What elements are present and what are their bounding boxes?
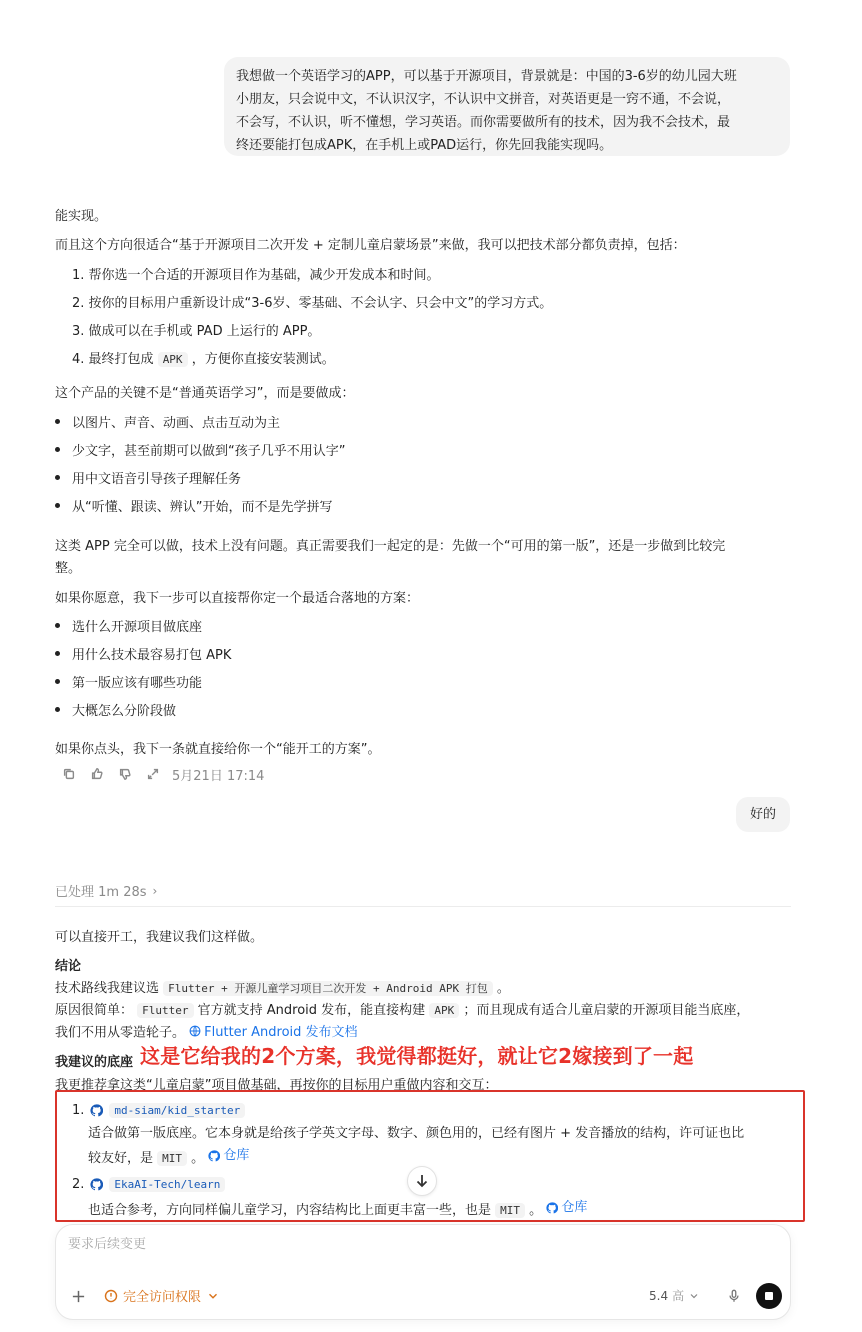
bullet-dot [55,707,60,712]
stop-button[interactable] [756,1283,782,1309]
bullet-dot [55,679,60,684]
user-message-line: 不会写，不认识，听不懂想，学习英语。而你需要做所有的技术，因为我不会技术，最 [236,115,731,130]
assistant-text-part: ；而且现成有适合儿童启蒙的开源项目能当底座， [463,1003,750,1018]
numbered-item [72,348,335,367]
bullet-dot [55,503,60,508]
list-index: 2. [72,1177,85,1192]
inline-code: APK [158,352,188,367]
user-message-line: 小朋友，只会说中文，不认识汉字，不认识中文拼音，对英语更是一窍不通，不会说， [236,92,731,107]
list-index: 1. [72,1103,85,1118]
microphone-button[interactable] [724,1286,744,1306]
repo-description-part: 。 [529,1203,543,1218]
access-permission-dropdown[interactable] [104,1286,220,1305]
message-timestamp: 5月21日 17:14 [172,768,265,784]
processed-label: 已处理 1m 28s [55,885,147,900]
globe-icon [189,1025,201,1037]
repo-description-line: 适合做第一版底座。它本身就是给孩子学英文字母、数字、颜色用的，已经有图片 + 发音播放的结构，许可证也比 [88,1126,745,1141]
composer [55,1224,791,1320]
access-permission-label: 完全访问权限 [123,1290,202,1305]
assistant-text-part: 我们不用从零造轮子。 [55,1025,186,1041]
assistant-text: 如果你愿意，我下一步可以直接帮你定一个最适合落地的方案： [55,591,420,606]
thumbs-down-icon[interactable] [116,765,134,783]
bullet-item: 用中文语音引导孩子理解任务 [72,472,242,487]
numbered-item: 2. 按你的目标用户重新设计成“3-6岁、零基础、不会认字、只会中文”的学习方式。 [72,296,553,311]
doc-link-label: Flutter Android 发布文档 [204,1025,358,1040]
github-icon [546,1202,558,1214]
repo-link[interactable]: md-siam/kid_starter [109,1103,245,1118]
numbered-item-text: 4. 最终打包成 [72,352,154,367]
doc-link[interactable] [189,1021,357,1040]
bullet-dot [55,447,60,452]
repo-description [88,1123,744,1170]
assistant-text-part: 原因很简单： [55,1003,134,1018]
github-icon [90,1178,103,1191]
warning-circle-icon [104,1289,118,1303]
repo-source-label: 仓库 [223,1148,250,1163]
repo-description-part: 较友好，是 [88,1151,154,1166]
repo-description [88,1197,587,1222]
assistant-text: 我更推荐拿这类“儿童启蒙”项目做基础，再按你的目标用户重做内容和交互： [55,1078,498,1093]
section-heading: 我建议的底座 [55,1055,134,1070]
plus-icon [71,1289,86,1304]
user-message-line: 我想做一个英语学习的APP，可以基于开源项目，背景就是：中国的3-6岁的幼儿园大班 [236,69,737,84]
add-attachment-button[interactable] [68,1286,88,1306]
repo-item-title [72,1177,225,1192]
assistant-text-part: 官方就支持 Android 发布，能直接构建 [197,1003,426,1018]
inline-code: Flutter + 开源儿童学习项目二次开发 + Android APK 打包 [163,981,493,996]
repo-item-title [72,1103,245,1118]
thumbs-up-icon[interactable] [88,765,106,783]
assistant-text-part: 技术路线我建议选 [55,981,160,996]
share-icon[interactable] [144,765,162,783]
numbered-item-text: ，方便你直接安装测试。 [191,352,335,367]
microphone-icon [727,1289,741,1303]
user-message-bubble: 好的 [736,797,790,832]
github-icon [208,1150,220,1162]
annotation-overlay: 这是它给我的2个方案，我觉得都挺好，就让它2嫁接到了一起 [140,1044,694,1068]
bullet-dot [55,623,60,628]
assistant-text: 整。 [55,561,82,576]
assistant-text [55,999,749,1018]
repo-description-line [88,1197,587,1222]
bullet-item: 第一版应该有哪些功能 [72,676,203,691]
bullet-item: 用什么技术最容易打包 APK [72,648,232,663]
bullet-item: 选什么开源项目做底座 [72,620,203,635]
license-code: MIT [157,1151,187,1166]
assistant-text: 这类 APP 完全可以做，技术上没有问题。真正需要我们一起定的是：先做一个“可用的第一版”，还是一步做到比较完 [55,539,726,554]
bullet-item: 以图片、声音、动画、点击互动为主 [72,416,281,431]
numbered-item: 3. 做成可以在手机或 PAD 上运行的 APP。 [72,324,321,339]
chevron-right-icon: › [152,883,158,898]
repo-link[interactable]: EkaAI-Tech/learn [109,1177,225,1192]
user-message-line: 终还要能打包成APK，在手机上或PAD运行，你先回我能实现吗。 [236,138,613,153]
repo-description-part: 。 [191,1151,205,1166]
copy-icon[interactable] [60,765,78,783]
model-label: 5.4 [649,1288,669,1303]
effort-label: 高 [672,1289,685,1303]
stop-icon [765,1292,773,1300]
bullet-dot [55,651,60,656]
bullet-dot [55,475,60,480]
composer-input[interactable] [68,1237,568,1252]
chevron-down-icon [206,1289,220,1303]
license-code: MIT [495,1203,525,1218]
bullet-item: 从“听懂、跟读、辨认”开始，而不是先学拼写 [72,500,333,515]
assistant-text-part: 。 [496,981,510,996]
bullet-dot [55,419,60,424]
repo-source-link[interactable] [208,1145,249,1167]
repo-source-label: 仓库 [561,1200,588,1215]
message-actions [60,765,264,783]
assistant-text: 这个产品的关键不是“普通英语学习”，而是要做成： [55,386,355,401]
scroll-to-bottom-button[interactable] [407,1166,437,1196]
assistant-text [55,977,510,996]
assistant-text: 如果你点头，我下一条就直接给你一个“能开工的方案”。 [55,742,381,757]
user-message-bubble [224,57,790,156]
repo-description-part: 也适合参考，方向同样偏儿童学习，内容结构比上面更丰富一些，也是 [88,1203,492,1218]
bullet-item: 少文字，甚至前期可以做到“孩子几乎不用认字” [72,444,346,459]
section-heading: 结论 [55,959,82,974]
divider [55,906,791,907]
arrow-down-icon [414,1173,430,1189]
assistant-text [55,1021,358,1041]
processed-toggle[interactable] [55,881,157,900]
assistant-text: 而且这个方向很适合“基于开源项目二次开发 + 定制儿童启蒙场景”来做，我可以把技术部分都负责掉，包括： [55,238,686,253]
inline-code: APK [429,1003,459,1018]
assistant-text: 可以直接开工，我建议我们这样做。 [55,930,264,945]
numbered-item: 1. 帮你选一个合适的开源项目作为基础，减少开发成本和时间。 [72,268,440,283]
repo-source-link[interactable] [546,1197,587,1219]
assistant-text: 能实现。 [55,209,108,224]
github-icon [90,1104,103,1117]
inline-code: Flutter [137,1003,193,1018]
model-selector[interactable] [649,1287,700,1304]
chevron-down-icon [688,1290,700,1302]
bullet-item: 大概怎么分阶段做 [72,704,177,719]
